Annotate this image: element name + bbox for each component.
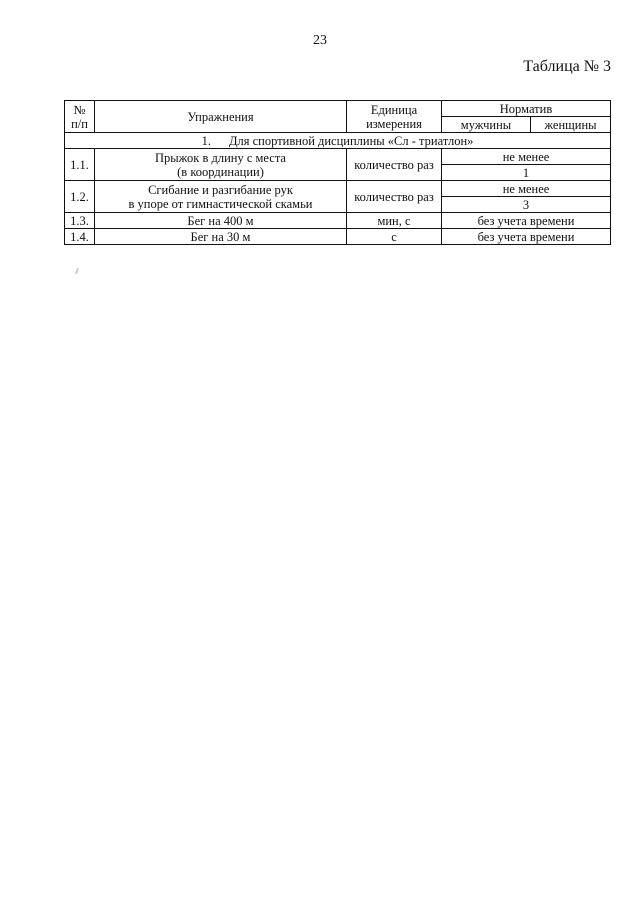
table-caption: Таблица № 3 [523,58,611,75]
norms-table [64,100,611,245]
row-norm-bottom: 1 [442,165,611,181]
scan-speck [75,268,79,274]
header-unit-cell [347,101,442,133]
section-cell [65,133,611,149]
header-exercise-cell: Упражнения [95,101,347,133]
row-exercise: Бег на 400 м [95,213,347,229]
row-norm-top: не менее [442,149,611,165]
row-number: 1.1. [65,149,95,181]
row-exercise-line-2: (в координации) [177,164,264,179]
header-number-cell [65,101,95,133]
row-norm-bottom: 3 [442,197,611,213]
row-unit: количество раз [347,149,442,181]
header-unit-line-1: Единица [370,102,418,117]
row-unit: с [347,229,442,245]
row-number: 1.2. [65,181,95,213]
section-title: Для спортивной дисциплины «Сл - триатлон» [228,133,474,148]
page-number: 23 [313,33,327,48]
header-norm-cell: Норматив [442,101,611,117]
row-unit: мин, с [347,213,442,229]
row-norm: без учета времени [442,229,611,245]
header-men-cell: мужчины [442,117,531,133]
row-norm: без учета времени [442,213,611,229]
row-number: 1.4. [65,229,95,245]
table-row [65,181,611,197]
header-row-1 [65,101,611,117]
section-row [65,133,611,149]
header-unit-line-2: измерения [366,116,422,131]
row-exercise-line-2: в упоре от гимнастической скамьи [128,196,313,211]
table-row [65,149,611,165]
row-exercise [95,149,347,181]
row-number: 1.3. [65,213,95,229]
row-exercise: Бег на 30 м [95,229,347,245]
section-number: 1. [201,133,211,148]
row-exercise-line-1: Прыжок в длину с места [155,150,286,165]
header-number-line-1: № [73,102,86,117]
header-number-line-2: п/п [71,116,88,131]
header-women-cell: женщины [531,117,611,133]
row-norm-top: не менее [442,181,611,197]
table-row [65,213,611,229]
row-exercise-line-1: Сгибание и разгибание рук [148,182,293,197]
table-row [65,229,611,245]
row-exercise [95,181,347,213]
row-unit: количество раз [347,181,442,213]
